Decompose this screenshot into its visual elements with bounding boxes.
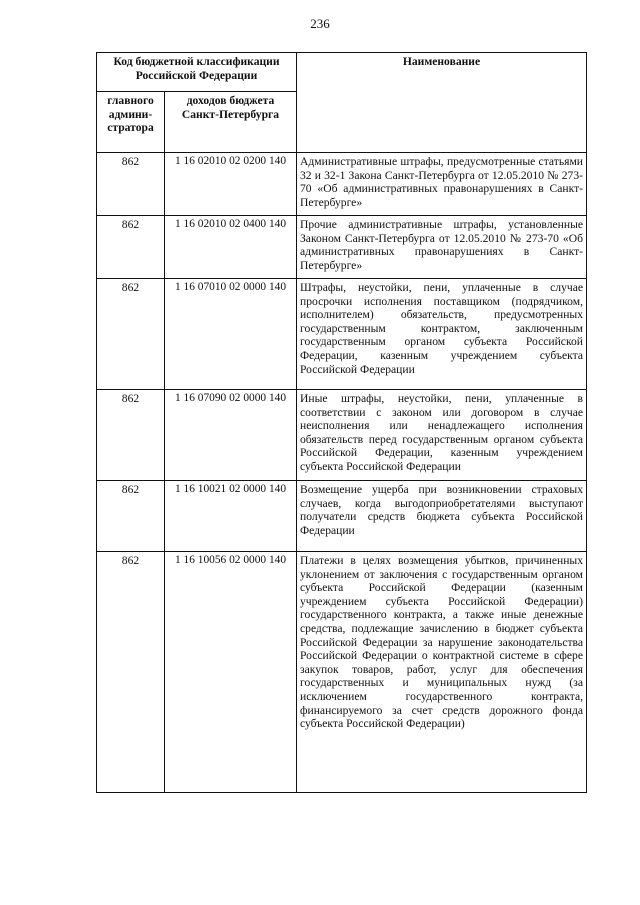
table-row (97, 216, 587, 279)
header-name: Наименование (297, 53, 587, 153)
header-budget-code: Код бюджетной классификации Российской Федерации (97, 53, 297, 92)
table-row (97, 279, 587, 390)
income-code-cell: 1 16 10056 02 0000 140 (165, 552, 297, 793)
table-row (97, 481, 587, 552)
admin-code-cell: 862 (97, 390, 165, 481)
income-code-cell: 1 16 07090 02 0000 140 (165, 390, 297, 481)
page-number: 236 (310, 16, 330, 31)
table-row (97, 390, 587, 481)
name-cell: Административные штрафы, предусмотренные статьями 32 и 32-1 Закона Санкт-Петербурга от 12.05.2010 № 273-70 «Об административных правонарушениях в Санкт-Петербурге» (297, 153, 587, 216)
table-row (97, 552, 587, 793)
header-spb-budget-income: доходов бюджета Санкт-Петербурга (165, 92, 297, 153)
admin-code-cell: 862 (97, 216, 165, 279)
admin-code-cell: 862 (97, 153, 165, 216)
admin-code-cell: 862 (97, 279, 165, 390)
header-main-administrator: главного админи-стратора (97, 92, 165, 153)
name-cell: Возмещение ущерба при возникновении страховых случаев, когда выгодоприобретателями выступают получатели средств бюджета субъекта Российской Федерации (297, 481, 587, 552)
name-cell: Платежи в целях возмещения убытков, причиненных уклонением от заключения с государственным органом субъекта Российской Федерации (казенным учреждением субъекта Российской Федерации) государственного контракта, а также иные денежные средства, подлежащие зачислению в бюджет субъекта Российской Федерации за нарушение законодательства Российской Федерации о контрактной системе в сфере закупок товаров, работ, услуг для обеспечения государственных и муниципальных нужд (за исключением государственного контракта, финансируемого за счет средств дорожного фонда субъекта Российской Федерации) (297, 552, 587, 793)
table-row (97, 153, 587, 216)
admin-code-cell: 862 (97, 481, 165, 552)
income-code-cell: 1 16 02010 02 0200 140 (165, 153, 297, 216)
income-code-cell: 1 16 02010 02 0400 140 (165, 216, 297, 279)
name-cell: Штрафы, неустойки, пени, уплаченные в случае просрочки исполнения поставщиком (подрядчиком, исполнителем) обязательств, предусмотренных государственным контрактом, заключенным государственным органом субъекта Российской Федерации, казенным учреждением субъекта Российской Федерации (297, 279, 587, 390)
admin-code-cell: 862 (97, 552, 165, 793)
income-code-cell: 1 16 07010 02 0000 140 (165, 279, 297, 390)
income-code-cell: 1 16 10021 02 0000 140 (165, 481, 297, 552)
name-cell: Прочие административные штрафы, установленные Законом Санкт-Петербурга от 12.05.2010 № 273-70 «Об административных правонарушениях в Санкт-Петербурге» (297, 216, 587, 279)
name-cell: Иные штрафы, неустойки, пени, уплаченные в соответствии с законом или договором в случае неисполнения или ненадлежащего исполнения обязательств перед государственным органом субъекта Российской Федерации, казенным учреждением субъекта Российской Федерации (297, 390, 587, 481)
budget-classification-table (96, 52, 587, 793)
